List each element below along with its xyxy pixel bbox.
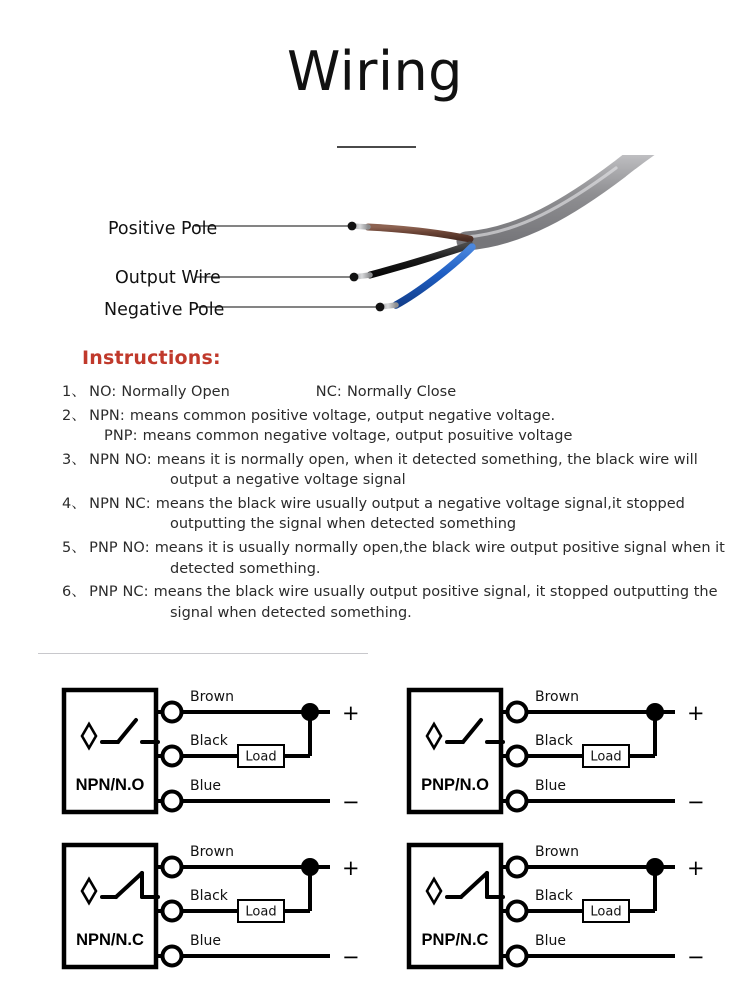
instruction-item-6 (62, 582, 742, 623)
instruction-text: means it is normally open, when it detected something, the black wire will (156, 451, 698, 468)
terminal-black (163, 747, 182, 766)
instruction-term: PNP NC: (89, 584, 149, 601)
instruction-number: 2、 (62, 407, 87, 424)
terminal-blue (508, 792, 527, 811)
instruction-term: NO: (89, 384, 117, 400)
cable-illustration (0, 155, 750, 340)
instruction-number: 3、 (62, 451, 87, 468)
wire-label-black: Black (535, 888, 573, 904)
instruction-text: means the black wire usually output a negative voltage signal,it stopped (155, 495, 685, 512)
instruction-item-1 (62, 382, 742, 403)
wire-label-blue: Blue (535, 933, 566, 949)
terminal-brown (508, 858, 527, 877)
instructions-list (62, 382, 742, 626)
instruction-item-5 (62, 538, 742, 579)
brown-conductor (368, 227, 470, 239)
wire-label-brown: Brown (190, 689, 234, 705)
load-label: Load (590, 749, 622, 765)
label-positive-pole: Positive Pole (108, 219, 218, 239)
instruction-continuation: signal when detected something. (170, 604, 412, 621)
polarity-plus: + (687, 701, 705, 725)
title-divider (337, 146, 416, 148)
leader-dot-output (350, 273, 359, 282)
wire-label-blue: Blue (190, 778, 221, 794)
label-negative-pole: Negative Pole (104, 300, 225, 320)
leader-dot-positive (348, 222, 357, 231)
instructions-heading: Instructions: (82, 347, 221, 369)
terminal-blue (508, 947, 527, 966)
load-label: Load (245, 749, 277, 765)
terminal-blue (163, 792, 182, 811)
instruction-item-2 (62, 406, 742, 447)
instruction-term: PNP NO: (89, 540, 150, 557)
instruction-continuation: output a negative voltage signal (170, 472, 406, 489)
instruction-continuation: detected something. (170, 560, 321, 577)
instruction-text: Normally Open (121, 384, 230, 400)
circuit-diagram-grid (0, 676, 750, 996)
instruction-continuation: outputting the signal when detected something (170, 516, 517, 533)
circuit-diagram-pnp-no (387, 676, 732, 828)
wire-label-brown: Brown (535, 689, 579, 705)
polarity-minus: − (687, 790, 705, 814)
terminal-blue (163, 947, 182, 966)
instruction-term: NPN NC: (89, 495, 151, 512)
instruction-number: 1、 (62, 384, 87, 400)
instruction-second-term: NC: (315, 384, 342, 400)
instruction-number: 4、 (62, 495, 87, 512)
instruction-item-3 (62, 450, 742, 491)
polarity-plus: + (687, 856, 705, 880)
instruction-term: NPN NO: (89, 451, 152, 468)
label-output-wire: Output Wire (115, 268, 221, 288)
page-title: Wiring (287, 40, 463, 103)
instruction-text: means the black wire usually output positive signal, it stopped outputting the (153, 584, 718, 601)
polarity-minus: − (342, 790, 360, 814)
cable-sheath (466, 155, 664, 241)
terminal-brown (163, 858, 182, 877)
terminal-black (163, 902, 182, 921)
polarity-plus: + (342, 701, 360, 725)
terminal-black (508, 747, 527, 766)
sensor-type-label: PNP/N.O (421, 776, 489, 794)
instruction-second-text: Normally Close (346, 384, 457, 400)
load-label: Load (590, 904, 622, 920)
wire-label-blue: Blue (535, 778, 566, 794)
polarity-minus: − (342, 945, 360, 969)
wire-label-black: Black (190, 888, 228, 904)
load-label: Load (245, 904, 277, 920)
instruction-text: means it is usually normally open,the black wire output positive signal when it (154, 540, 725, 557)
terminal-black (508, 902, 527, 921)
section-divider (38, 653, 368, 654)
instruction-sub-term: PNP: (104, 428, 138, 445)
instruction-number: 5、 (62, 540, 87, 557)
instruction-item-4 (62, 494, 742, 535)
sensor-type-label: NPN/N.C (76, 931, 144, 949)
circuit-diagram-npn-no (42, 676, 387, 828)
circuit-diagram-npn-nc (42, 831, 387, 983)
sensor-type-label: NPN/N.O (75, 776, 145, 794)
circuit-diagram-pnp-nc (387, 831, 732, 983)
polarity-plus: + (342, 856, 360, 880)
instruction-text: means common positive voltage, output negative voltage. (129, 407, 556, 424)
wire-label-blue: Blue (190, 933, 221, 949)
instruction-sub-text: means common negative voltage, output posuitive voltage (142, 428, 573, 445)
polarity-minus: − (687, 945, 705, 969)
sensor-type-label: PNP/N.C (421, 931, 489, 949)
leader-dot-negative (376, 303, 385, 312)
terminal-brown (163, 703, 182, 722)
terminal-brown (508, 703, 527, 722)
instruction-number: 6、 (62, 584, 87, 601)
wire-label-brown: Brown (535, 844, 579, 860)
wire-label-black: Black (190, 733, 228, 749)
wire-label-brown: Brown (190, 844, 234, 860)
wire-label-black: Black (535, 733, 573, 749)
instruction-term: NPN: (89, 407, 125, 424)
